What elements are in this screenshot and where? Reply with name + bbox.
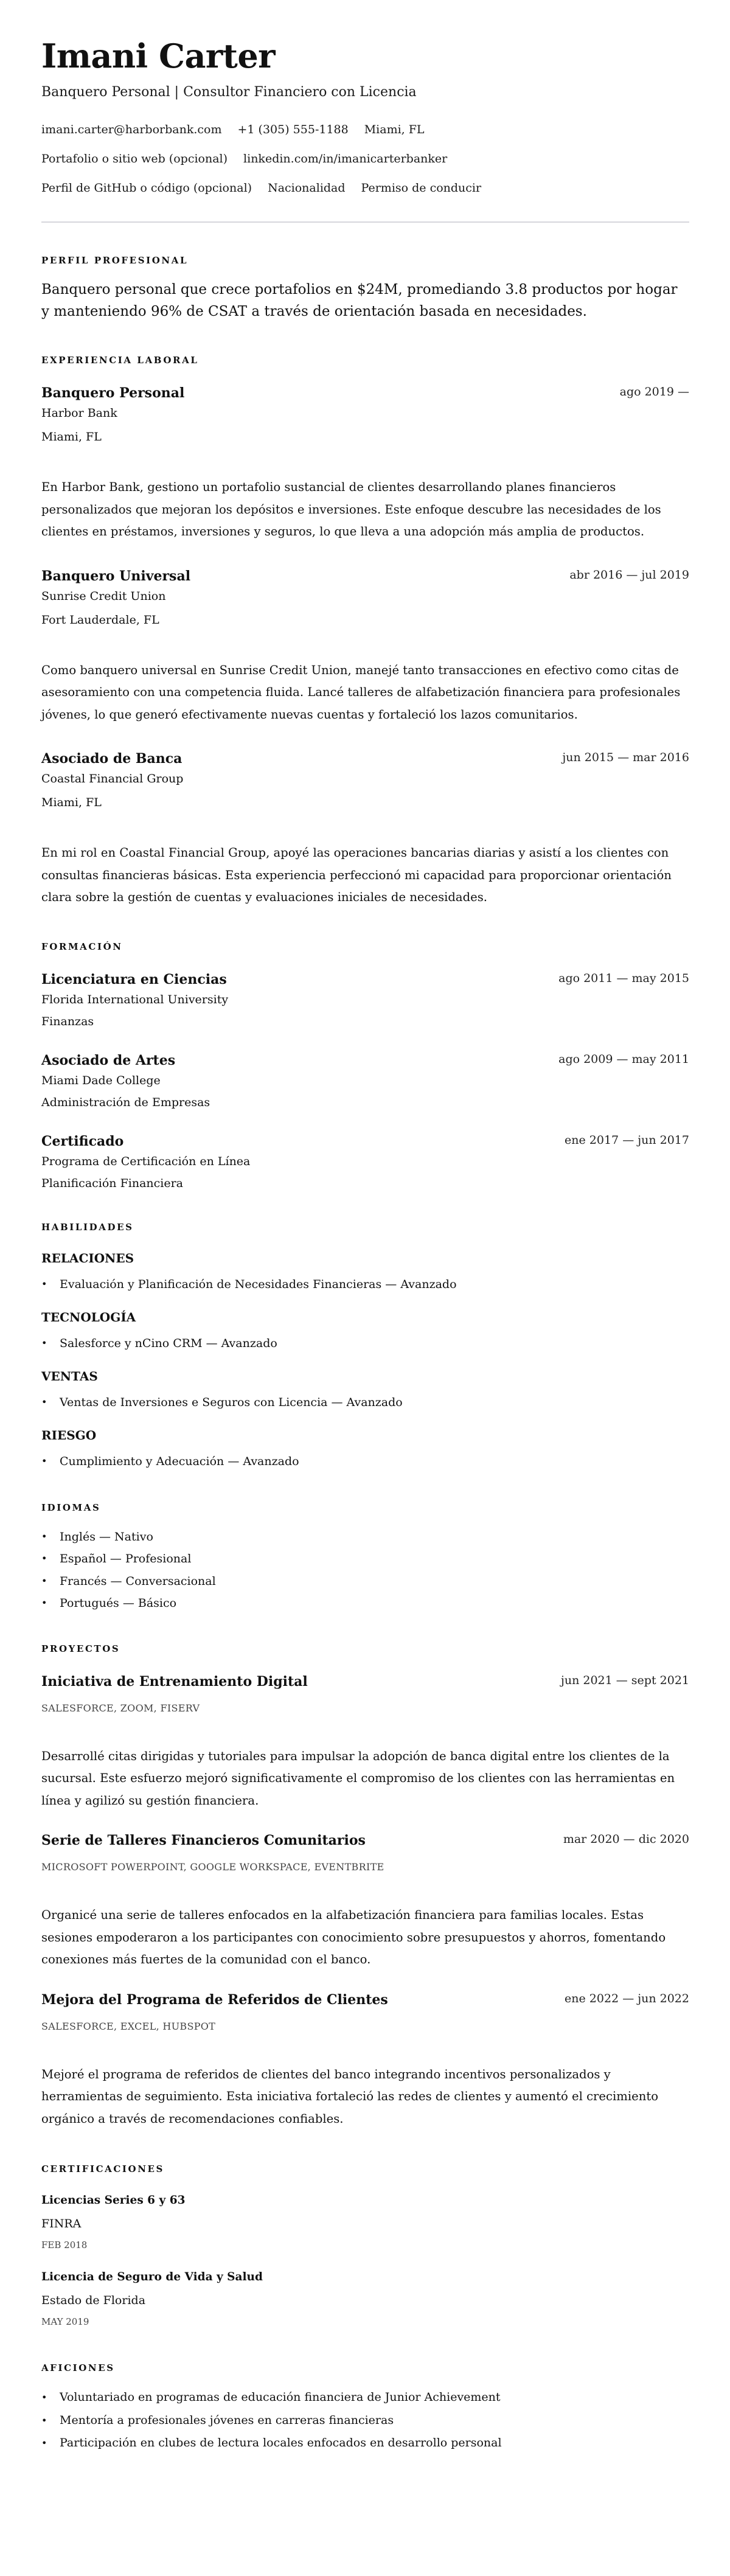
project-item (41, 1673, 689, 1812)
job-company: Coastal Financial Group (41, 772, 184, 785)
language-item: • Portugués — Básico (41, 1592, 689, 1615)
certification-item (41, 2269, 689, 2329)
education-item-header (41, 1132, 689, 1150)
contact-item: Perfil de GitHub o código (opcional) (41, 181, 252, 195)
school-name: Programa de Certificación en Línea (41, 1154, 251, 1168)
school-name: Miami Dade College (41, 1073, 161, 1087)
section-heading: PROYECTOS (41, 1643, 120, 1654)
skill-list (41, 1452, 689, 1471)
contact-item: Miami, FL (364, 123, 425, 136)
job-location: Fort Lauderdale, FL (41, 613, 159, 627)
job-description: Como banquero universal en Sunrise Credit Union, manejé tanto transacciones en efectivo como citas de asesoramiento con una competencia fluida. Lancé talleres de alfabetización financiera para profesionales jóvenes, lo que generó efectivamente nuevas cuentas y fortaleció los lazos comunitarios. (41, 663, 681, 722)
skill-item: • Evaluación y Planificación de Necesidades Financieras — Avanzado (41, 1275, 689, 1293)
education-section (41, 939, 689, 1192)
contact-item: +1 (305) 555-1188 (237, 123, 349, 136)
skill-list (41, 1334, 689, 1352)
project-technologies: SALESFORCE, ZOOM, FISERV (41, 1702, 200, 1714)
degree-title: Licenciatura en Ciencias (41, 971, 227, 987)
project-technologies: SALESFORCE, EXCEL, HUBSPOT (41, 2020, 216, 2032)
job-title: Asociado de Banca (41, 751, 182, 767)
resume-header (41, 37, 689, 203)
contact-item[interactable]: imani.carter@harborbank.com (41, 123, 222, 136)
certification-item (41, 2192, 689, 2252)
experience-item (41, 567, 689, 726)
education-item (41, 1132, 689, 1192)
school-name: Florida International University (41, 992, 229, 1006)
project-title: Iniciativa de Entrenamiento Digital (41, 1673, 308, 1690)
project-item (41, 1831, 689, 1971)
project-dates: ene 2022 — jun 2022 (565, 1991, 689, 2005)
section-heading: IDIOMAS (41, 1502, 101, 1513)
job-dates: abr 2016 — jul 2019 (569, 568, 689, 582)
certification-date: FEB 2018 (41, 2240, 88, 2251)
education-item (41, 970, 689, 1031)
hobby-item: • Mentoría a profesionales jóvenes en carreras financieras (41, 2409, 689, 2432)
project-item-header (41, 1991, 689, 2009)
experience-item-header (41, 750, 689, 768)
certification-name: Licencias Series 6 y 63 (41, 2194, 186, 2207)
job-location: Miami, FL (41, 430, 102, 444)
projects-section (41, 1641, 689, 2131)
education-dates: ago 2011 — may 2015 (558, 971, 689, 985)
contact-item: Nacionalidad (268, 181, 346, 195)
education-dates: ago 2009 — may 2011 (558, 1052, 689, 1066)
section-heading: AFICIONES (41, 2362, 115, 2373)
experience-item (41, 750, 689, 909)
experience-item-header (41, 384, 689, 402)
contact-item: Permiso de conducir (361, 181, 482, 195)
job-description: En mi rol en Coastal Financial Group, apoyé las operaciones bancarias diarias y asistí a los clientes con consultas financieras básicas. Esta experiencia perfeccionó mi capacidad para proporcionar orientación clara sobre la gestión de cuentas y evaluaciones iniciales de necesidades. (41, 846, 672, 904)
section-heading: HABILIDADES (41, 1221, 134, 1233)
candidate-name: Imani Carter (41, 37, 276, 75)
project-dates: jun 2021 — sept 2021 (560, 1673, 689, 1687)
skill-list (41, 1393, 689, 1412)
skill-category-title: RIESGO (41, 1427, 97, 1443)
languages-section (41, 1500, 689, 1615)
summary-text: Banquero personal que crece portafolios en $24M, promediando 3.8 productos por hogar y manteniendo 96% de CSAT a través de orientación basada en necesidades. (41, 282, 678, 319)
job-description: En Harbor Bank, gestiono un portafolio sustancial de clientes desarrollando planes financieros personalizados que mejoran los depósitos e inversiones. Este enfoque descubre las necesidades de los clientes en préstamos, inversiones y seguros, lo que lleva a una adopción más amplia de productos. (41, 480, 661, 538)
skill-item: • Cumplimiento y Adecuación — Avanzado (41, 1452, 689, 1471)
project-title: Mejora del Programa de Referidos de Clientes (41, 1991, 388, 2008)
job-company: Sunrise Credit Union (41, 589, 166, 603)
education-item-header (41, 1051, 689, 1070)
section-heading: FORMACIÓN (41, 941, 123, 952)
education-item (41, 1051, 689, 1112)
hobby-item: • Voluntariado en programas de educación financiera de Junior Achievement (41, 2386, 689, 2409)
project-dates: mar 2020 — dic 2020 (563, 1833, 689, 1846)
job-company: Harbor Bank (41, 406, 117, 420)
hobbies-list (41, 2386, 689, 2455)
contact-line (41, 173, 689, 203)
degree-title: Certificado (41, 1133, 124, 1149)
field-of-study: Finanzas (41, 1014, 94, 1028)
language-item: • Francés — Conversacional (41, 1570, 689, 1593)
education-item-header (41, 970, 689, 989)
languages-list (41, 1526, 689, 1615)
experience-item (41, 384, 689, 543)
job-dates: ago 2019 — (619, 385, 689, 399)
section-heading: CERTIFICACIONES (41, 2163, 164, 2174)
skill-item: • Salesforce y nCino CRM — Avanzado (41, 1334, 689, 1352)
certification-name: Licencia de Seguro de Vida y Salud (41, 2271, 263, 2283)
field-of-study: Planificación Financiera (41, 1176, 184, 1190)
project-description: Organicé una serie de talleres enfocados en la alfabetización financiera para familias locales. Estas sesiones empoderaron a los participantes con conocimiento sobre presupuestos y ahorros, fomentando conexiones más fuertes de la comunidad con el banco. (41, 1908, 666, 1966)
project-technologies: MICROSOFT POWERPOINT, GOOGLE WORKSPACE, EVENTBRITE (41, 1861, 384, 1873)
field-of-study: Administración de Empresas (41, 1095, 210, 1109)
contact-info (41, 115, 689, 203)
header-divider (41, 221, 689, 223)
skill-item: • Ventas de Inversiones e Seguros con Licencia — Avanzado (41, 1393, 689, 1412)
job-title: Banquero Universal (41, 568, 191, 584)
language-item: • Inglés — Nativo (41, 1526, 689, 1548)
contact-line (41, 115, 689, 144)
skill-category-title: TECNOLOGÍA (41, 1309, 136, 1325)
skill-category-title: RELACIONES (41, 1250, 134, 1265)
language-item: • Español — Profesional (41, 1548, 689, 1570)
hobbies-section (41, 2361, 689, 2455)
certification-issuer: FINRA (41, 2217, 82, 2230)
experience-section (41, 353, 689, 909)
project-description: Desarrollé citas dirigidas y tutoriales para impulsar la adopción de banca digital entre los clientes de la sucursal. Este esfuerzo mejoró significativamente el compromiso de los clientes con las herramientas en línea y agilizó su gestión financiera. (41, 1749, 675, 1808)
summary-section (41, 253, 689, 322)
degree-title: Asociado de Artes (41, 1052, 176, 1068)
skill-list (41, 1275, 689, 1293)
contact-line (41, 144, 689, 173)
contact-item[interactable]: linkedin.com/in/imanicarterbanker (243, 152, 448, 165)
contact-item: Portafolio o sitio web (opcional) (41, 152, 228, 165)
experience-item-header (41, 567, 689, 585)
job-dates: jun 2015 — mar 2016 (562, 751, 689, 764)
project-item-header (41, 1831, 689, 1850)
certification-date: MAY 2019 (41, 2316, 89, 2327)
candidate-headline: Banquero Personal | Consultor Financiero con Licencia (41, 85, 417, 100)
skills-section (41, 1220, 689, 1471)
project-description: Mejoré el programa de referidos de clientes del banco integrando incentivos personalizados y herramientas de seguimiento. Esta iniciativa fortaleció las redes de clientes y aumentó el crecimiento orgánico a través de recomendaciones confiables. (41, 2067, 658, 2126)
section-heading: EXPERIENCIA LABORAL (41, 355, 199, 366)
skill-category-title: VENTAS (41, 1368, 98, 1384)
project-item-header (41, 1673, 689, 1691)
job-location: Miami, FL (41, 796, 102, 809)
certification-issuer: Estado de Florida (41, 2294, 146, 2307)
education-dates: ene 2017 — jun 2017 (565, 1133, 689, 1147)
project-title: Serie de Talleres Financieros Comunitarios (41, 1833, 366, 1848)
job-title: Banquero Personal (41, 385, 185, 401)
hobby-item: • Participación en clubes de lectura locales enfocados en desarrollo personal (41, 2432, 689, 2455)
resume-page (0, 37, 730, 2479)
certifications-section (41, 2162, 689, 2329)
project-item (41, 1991, 689, 2131)
section-heading: PERFIL PROFESIONAL (41, 255, 189, 266)
